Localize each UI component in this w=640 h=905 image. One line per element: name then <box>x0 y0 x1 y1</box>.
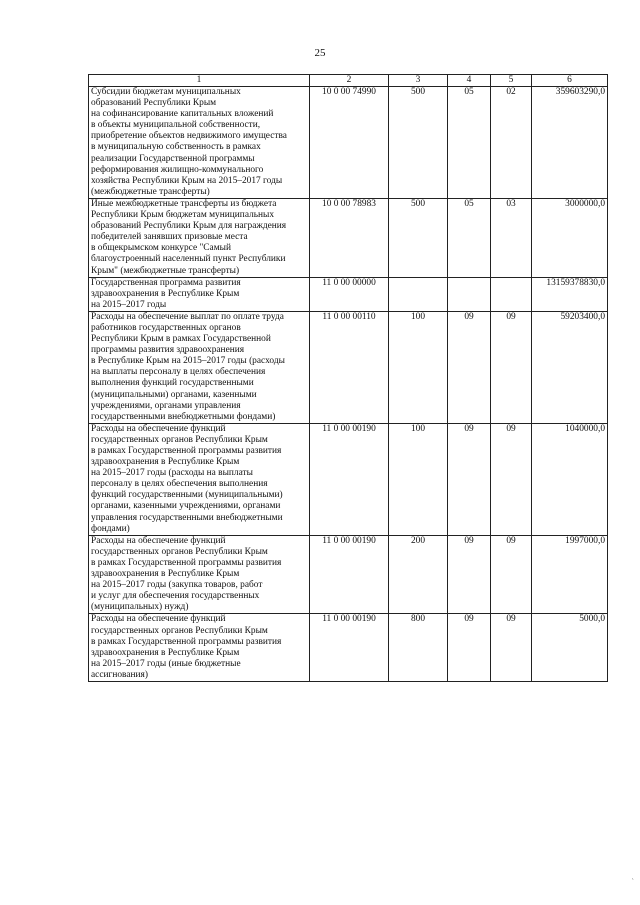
expense-name-line: Расходы на обеспечение выплат по оплате труда <box>91 311 284 322</box>
table-row <box>89 277 608 311</box>
expense-name-line: в рамках Государственной программы развития <box>91 557 282 568</box>
target-code-cell: 11 0 00 00110 <box>310 311 389 423</box>
expense-name-line: государственных органов Республики Крым <box>91 546 268 557</box>
expense-name-cell <box>89 423 310 535</box>
expense-name-line: на софинансирование капитальных вложений <box>91 109 274 120</box>
expense-name-cell <box>89 311 310 423</box>
expense-type-cell: 100 <box>389 311 448 423</box>
expense-type-cell: 500 <box>389 198 448 277</box>
table-row <box>89 87 608 199</box>
subsection-cell: 09 <box>491 535 532 614</box>
expense-name-line: на 2015–2017 годы <box>91 299 167 310</box>
expense-name-line: фондами) <box>91 523 130 534</box>
expense-name-line: здравоохранения в Республике Крым <box>91 569 240 580</box>
expense-name-line: в объекты муниципальной собственности, <box>91 120 261 131</box>
column-header: 5 <box>491 75 532 87</box>
amount-cell: 13159378830,0 <box>532 277 608 311</box>
expense-name-line: здравоохранения в Республике Крым <box>91 457 240 468</box>
expense-name-line: и услуг для обеспечения государственных <box>91 591 260 602</box>
scan-mark: ˛ <box>632 874 634 880</box>
page-number: 25 <box>314 47 326 59</box>
expense-name-line: на 2015–2017 годы (закупка товаров, работ <box>91 580 263 591</box>
expense-name-line: учреждениями, органами управления <box>91 400 241 411</box>
column-header: 6 <box>532 75 608 87</box>
table-row <box>89 423 608 535</box>
section-cell <box>448 277 491 311</box>
expense-name-cell <box>89 535 310 614</box>
amount-cell: 3000000,0 <box>532 198 608 277</box>
target-code-cell: 11 0 00 00190 <box>310 423 389 535</box>
table-row <box>89 614 608 682</box>
target-code-cell: 11 0 00 00190 <box>310 535 389 614</box>
expense-name-line: в рамках Государственной программы развития <box>91 636 282 647</box>
expense-name-line: здравоохранения в Республике Крым <box>91 647 240 658</box>
expense-name-line: реформирования жилищно-коммунального <box>91 164 264 175</box>
expense-name-line: государственных органов Республики Крым <box>91 625 268 636</box>
table-body <box>89 87 608 682</box>
expense-name-line: Государственная программа развития <box>91 277 241 288</box>
expense-name-cell <box>89 198 310 277</box>
column-header: 1 <box>89 75 310 87</box>
expense-name-line: программы развития здравоохранения <box>91 345 245 356</box>
table-header-row <box>89 75 608 87</box>
expense-name-line: здравоохранения в Республике Крым <box>91 288 240 299</box>
expense-name-line: ассигнования) <box>91 669 148 680</box>
expense-name-line: реализации Государственной программы <box>91 153 255 164</box>
column-header: 4 <box>448 75 491 87</box>
subsection-cell: 03 <box>491 198 532 277</box>
amount-cell: 59203400,0 <box>532 311 608 423</box>
column-header: 2 <box>310 75 389 87</box>
table-row <box>89 198 608 277</box>
amount-cell: 359603290,0 <box>532 87 608 199</box>
expense-type-cell: 500 <box>389 87 448 199</box>
expense-name-line: Расходы на обеспечение функций <box>91 423 226 434</box>
expense-name-line: функций государственными (муниципальными) <box>91 490 283 501</box>
expense-name-line: благоустроенный населенный пункт Республики <box>91 254 286 265</box>
section-cell: 09 <box>448 423 491 535</box>
expense-name-cell <box>89 614 310 682</box>
target-code-cell: 10 0 00 78983 <box>310 198 389 277</box>
expense-name-line: в Республике Крым на 2015–2017 годы (расходы <box>91 356 285 367</box>
expense-name-line: Расходы на обеспечение функций <box>91 535 226 546</box>
expense-name-line: работников государственных органов <box>91 322 241 333</box>
expense-type-cell: 200 <box>389 535 448 614</box>
expense-name-line: Республики Крым бюджетам муниципальных <box>91 210 275 221</box>
expense-name-line: хозяйства Республики Крым на 2015–2017 годы <box>91 175 283 186</box>
expense-name-line: образований Республики Крым <box>91 98 217 109</box>
amount-cell: 1040000,0 <box>532 423 608 535</box>
target-code-cell: 11 0 00 00000 <box>310 277 389 311</box>
amount-cell: 1997000,0 <box>532 535 608 614</box>
section-cell: 09 <box>448 311 491 423</box>
expense-type-cell: 800 <box>389 614 448 682</box>
column-header: 3 <box>389 75 448 87</box>
expense-name-line: в рамках Государственной программы развития <box>91 446 282 456</box>
expense-name-line: Иные межбюджетные трансферты из бюджета <box>91 198 277 209</box>
expense-name-line: образований Республики Крым для награждения <box>91 221 287 232</box>
table-row <box>89 535 608 614</box>
expense-name-line: Расходы на обеспечение функций <box>91 614 226 625</box>
expense-name-cell <box>89 277 310 311</box>
expense-name-line: Субсидии бюджетам муниципальных <box>91 87 241 97</box>
expense-name-line: победителей занявших призовые места <box>91 232 248 243</box>
expense-name-line: Республики Крым в рамках Государственной <box>91 334 271 345</box>
expense-name-line: в муниципальную собственность в рамках <box>91 142 261 153</box>
expense-name-line: Крым" (межбюджетные трансферты) <box>91 265 240 276</box>
target-code-cell: 11 0 00 00190 <box>310 614 389 682</box>
subsection-cell: 02 <box>491 87 532 199</box>
expense-type-cell: 100 <box>389 423 448 535</box>
expense-type-cell <box>389 277 448 311</box>
subsection-cell: 09 <box>491 311 532 423</box>
subsection-cell <box>491 277 532 311</box>
subsection-cell: 09 <box>491 423 532 535</box>
section-cell: 09 <box>448 535 491 614</box>
expense-name-line: государственными внебюджетными фондами) <box>91 411 276 422</box>
expense-name-line: управления государственными внебюджетными <box>91 512 283 523</box>
expense-name-line: в общекрымском конкурсе "Самый <box>91 243 231 254</box>
expense-name-line: на 2015–2017 годы (расходы на выплаты <box>91 468 253 479</box>
expense-name-line: приобретение объектов недвижимого имущества <box>91 131 287 142</box>
section-cell: 05 <box>448 87 491 199</box>
table-row <box>89 311 608 423</box>
expense-name-line: выполнения функций государственными <box>91 378 254 389</box>
section-cell: 05 <box>448 198 491 277</box>
expense-name-cell <box>89 87 310 199</box>
target-code-cell: 10 0 00 74990 <box>310 87 389 199</box>
expense-name-line: государственных органов Республики Крым <box>91 434 268 445</box>
section-cell: 09 <box>448 614 491 682</box>
budget-table <box>88 74 608 682</box>
expense-name-line: (муниципальных) нужд) <box>91 602 189 613</box>
expense-name-line: (межбюджетные трансферты) <box>91 186 210 197</box>
expense-name-line: на 2015–2017 годы (иные бюджетные <box>91 658 241 669</box>
amount-cell: 5000,0 <box>532 614 608 682</box>
expense-name-line: на выплаты персоналу в целях обеспечения <box>91 367 266 378</box>
expense-name-line: органами, казенными учреждениями, органами <box>91 501 281 512</box>
expense-name-line: (муниципальными) органами, казенными <box>91 389 257 400</box>
subsection-cell: 09 <box>491 614 532 682</box>
expense-name-line: персоналу в целях обеспечения выполнения <box>91 479 268 490</box>
